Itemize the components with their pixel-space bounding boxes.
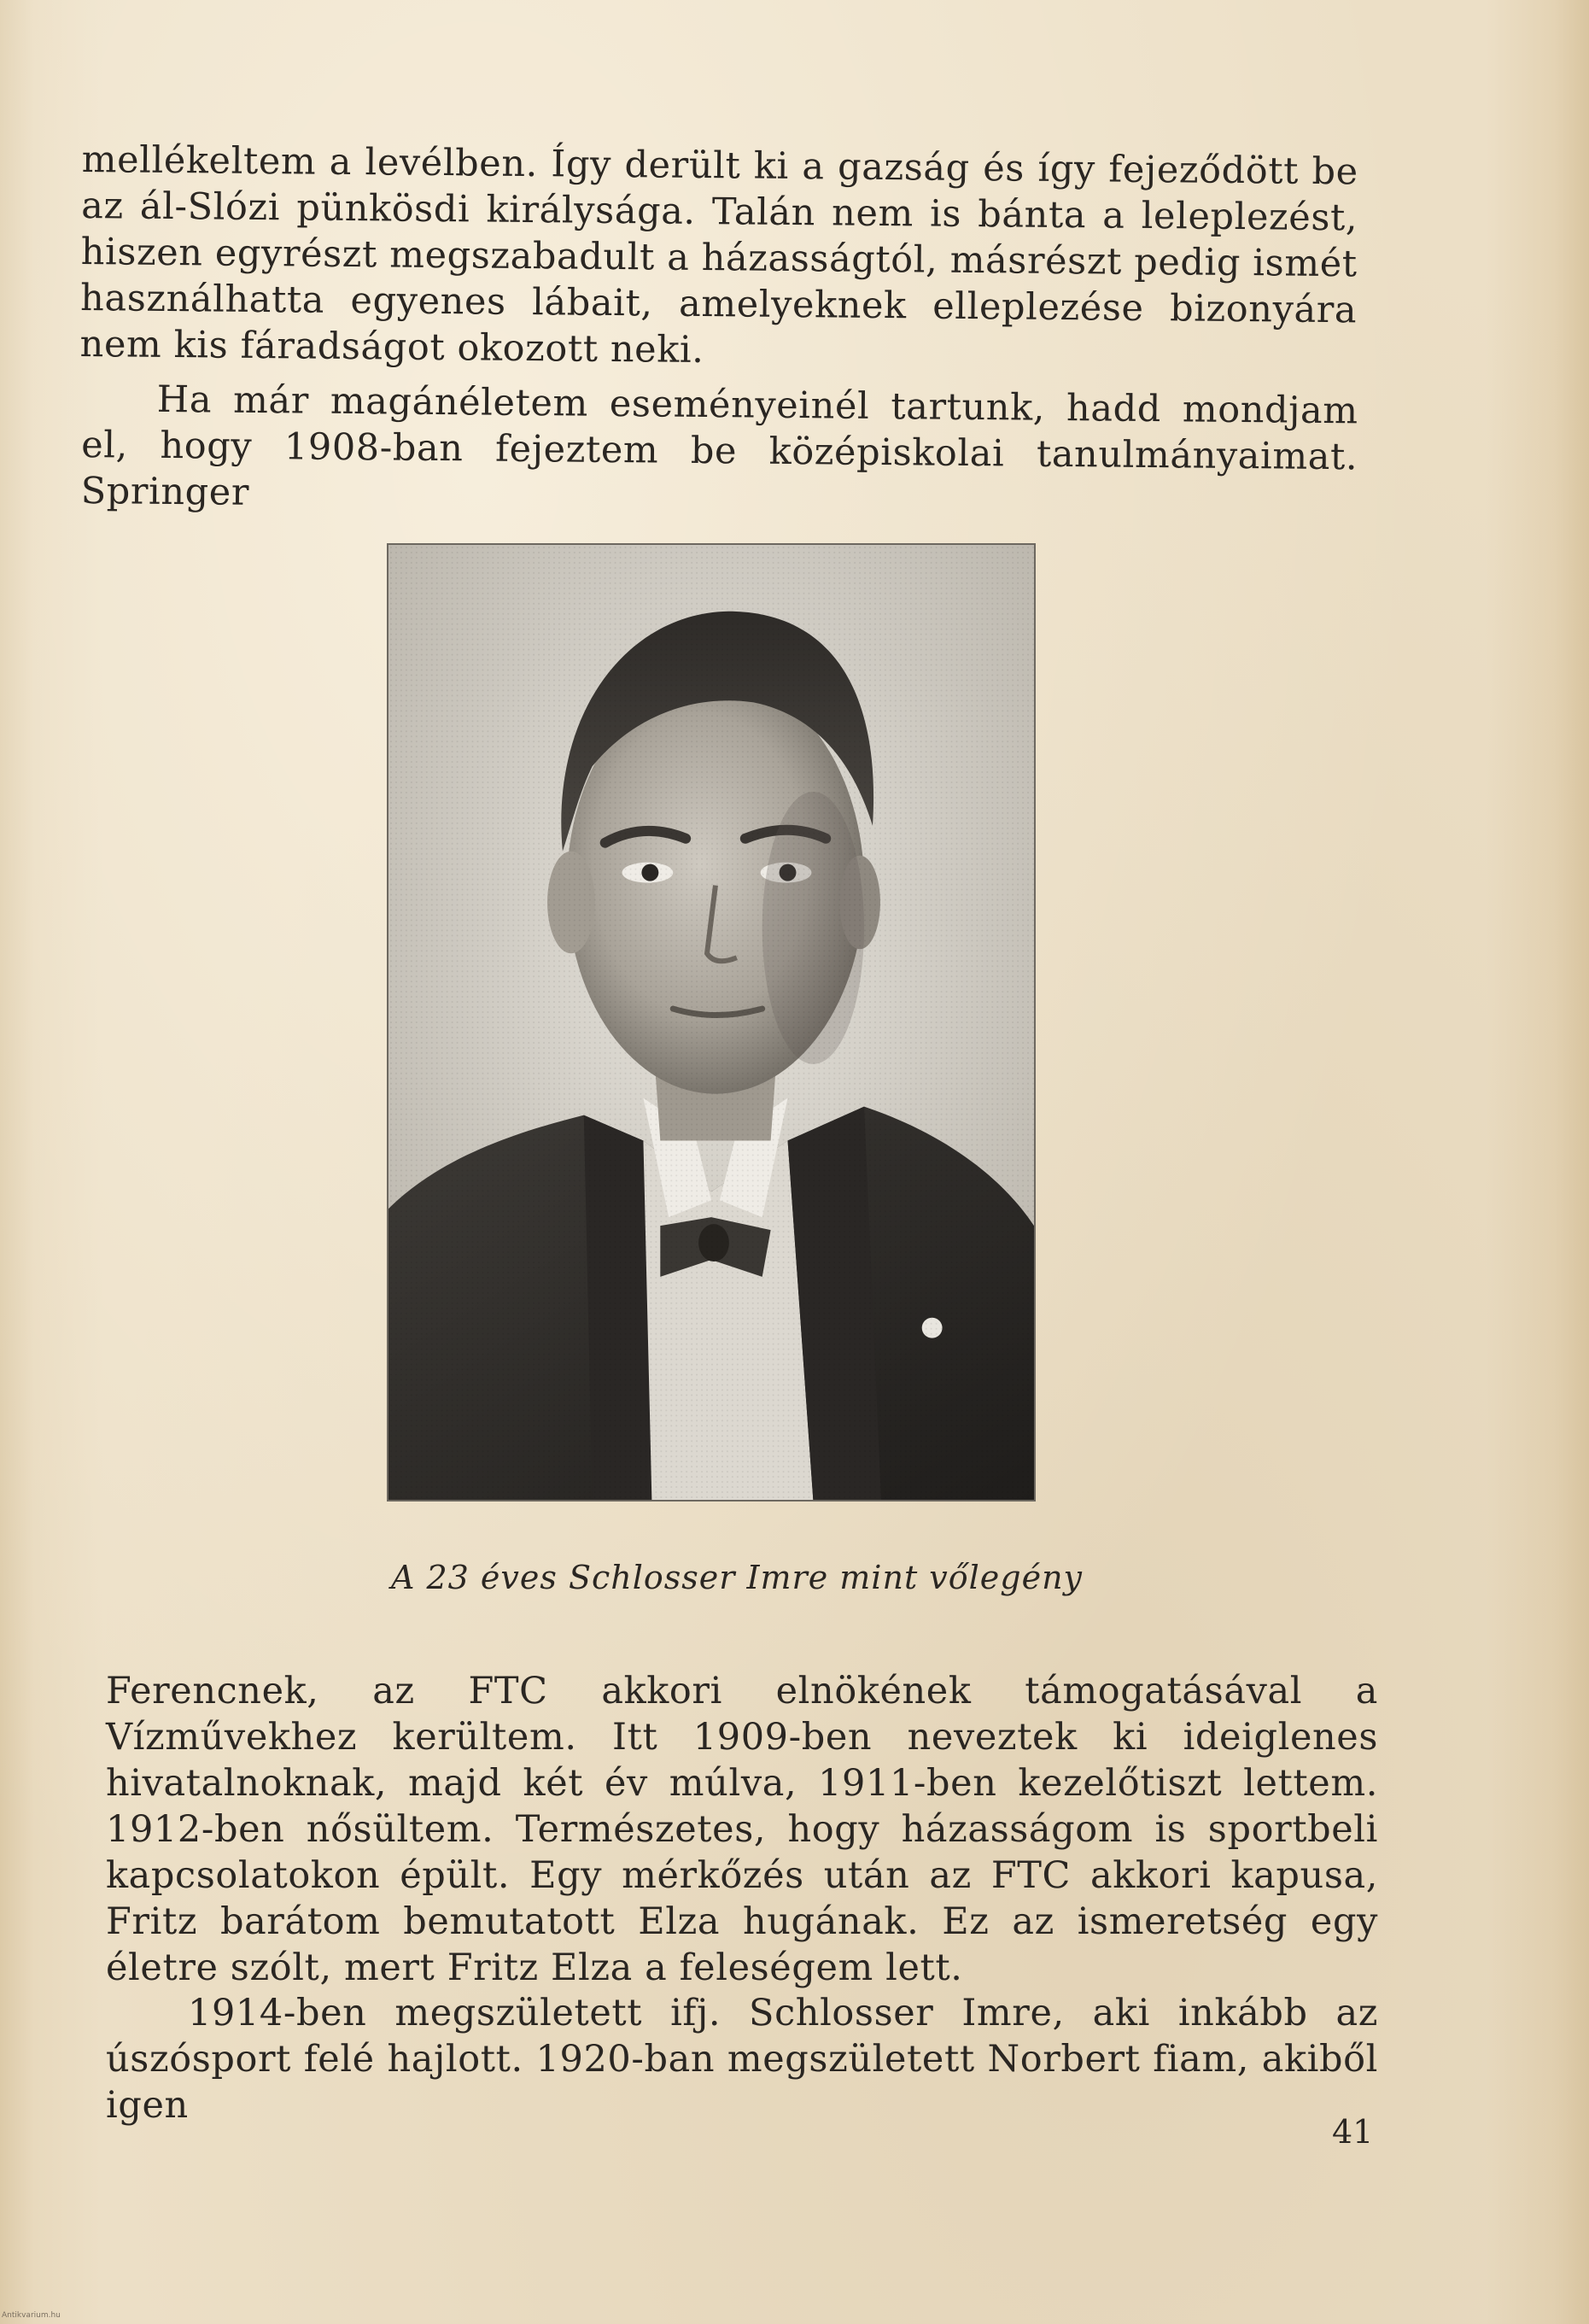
photo-caption: A 23 éves Schlosser Imre mint vőlegény <box>390 1559 1084 1596</box>
page-number: 41 <box>1332 2113 1374 2151</box>
paragraph-2: Ha már magánéletem eseményeinél tartunk, hadd mondjam el, hogy 1908-ban fejeztem be középiskolai tanulmányaimat. Springer <box>80 378 1358 514</box>
paragraph-1: mellékeltem a levélben. Így derült ki a gazság és így fejeződött be az ál-Slózi pünkösdi királysága. Talán nem is bánta a leleplezést, hiszen egyrészt megszabadult a házasságtól, másrészt pedig ismét használhatta egyenes lábait, amelyeknek elleplezése bizonyára nem kis fáradságot okozott neki. <box>79 138 1358 372</box>
watermark: Antikvarium.hu <box>2 2311 61 2320</box>
portrait-photo-image <box>388 545 1034 1500</box>
portrait-photo <box>387 543 1036 1502</box>
paragraph-4: 1914-ben megszületett ifj. Schlosser Imre, aki inkább az úszósport felé hajlott. 1920-ban megszületett Norbert fiam, akiből igen <box>106 1992 1378 2127</box>
paragraph-3: Ferencnek, az FTC akkori elnökének támogatásával a Vízművekhez kerültem. Itt 1909-ben neveztek ki ideiglenes hivatalnoknak, majd két év múlva, 1911-ben kezelőtiszt lettem. 1912-ben nősültem. Természetes, hogy házasságom is sportbeli kapcsolatokon épült. Egy mérkőzés után az FTC akkori kapusa, Fritz barátom bemutatott Elza hugának. Ez az ismeretség egy életre szólt, mert Fritz Elza a feleségem lett. <box>106 1670 1378 1989</box>
